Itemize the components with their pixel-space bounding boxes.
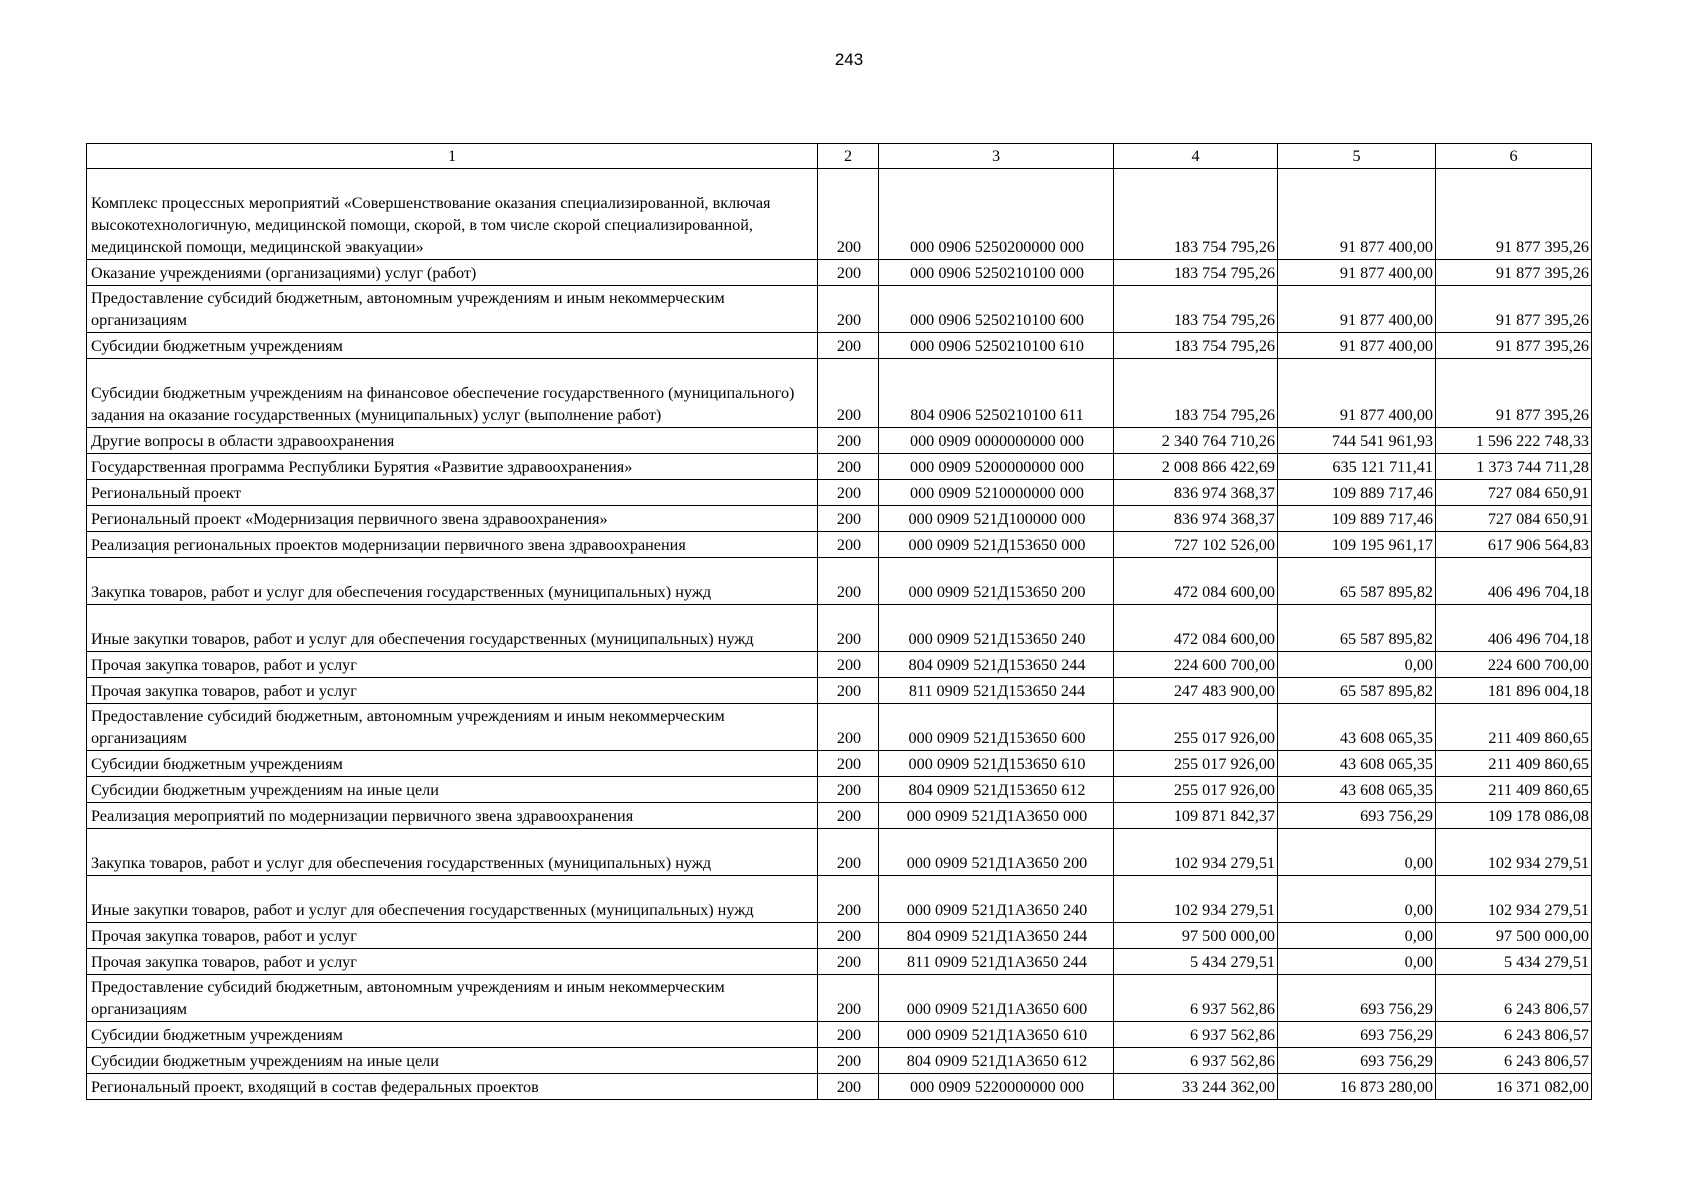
row-budget-code: 804 0906 5250210100 611: [879, 359, 1114, 428]
table-row: [87, 286, 1592, 333]
header-col-5: 5: [1278, 144, 1436, 169]
row-line-code: 200: [818, 286, 879, 333]
row-budget-code: 804 0909 521Д153650 244: [879, 652, 1114, 678]
row-amount-col6: 224 600 700,00: [1436, 652, 1592, 678]
row-name: Субсидии бюджетным учреждениям на иные цели: [87, 1048, 818, 1074]
table-row: [87, 558, 1592, 605]
row-budget-code: 000 0909 521Д1А3650 610: [879, 1022, 1114, 1048]
row-amount-col6: 406 496 704,18: [1436, 558, 1592, 605]
row-name: Региональный проект «Модернизация первичного звена здравоохранения»: [87, 506, 818, 532]
row-amount-col6: 91 877 395,26: [1436, 359, 1592, 428]
row-amount-col6: 211 409 860,65: [1436, 751, 1592, 777]
row-amount-col5: 693 756,29: [1278, 975, 1436, 1022]
row-budget-code: 000 0909 5210000000 000: [879, 480, 1114, 506]
row-amount-col4: 183 754 795,26: [1114, 333, 1278, 359]
row-line-code: 200: [818, 975, 879, 1022]
row-amount-col4: 6 937 562,86: [1114, 1022, 1278, 1048]
row-budget-code: 000 0906 5250200000 000: [879, 169, 1114, 260]
row-name: Закупка товаров, работ и услуг для обеспечения государственных (муниципальных) нужд: [87, 829, 818, 876]
row-budget-code: 000 0909 521Д1А3650 240: [879, 876, 1114, 923]
row-amount-col6: 727 084 650,91: [1436, 480, 1592, 506]
row-amount-col4: 472 084 600,00: [1114, 605, 1278, 652]
row-line-code: 200: [818, 1074, 879, 1100]
table-row: [87, 751, 1592, 777]
row-name: Прочая закупка товаров, работ и услуг: [87, 923, 818, 949]
row-amount-col4: 33 244 362,00: [1114, 1074, 1278, 1100]
row-line-code: 200: [818, 777, 879, 803]
row-amount-col4: 6 937 562,86: [1114, 1048, 1278, 1074]
row-line-code: 200: [818, 704, 879, 751]
row-budget-code: 000 0909 5220000000 000: [879, 1074, 1114, 1100]
row-amount-col5: 0,00: [1278, 923, 1436, 949]
header-col-6: 6: [1436, 144, 1592, 169]
row-amount-col4: 183 754 795,26: [1114, 260, 1278, 286]
row-budget-code: 000 0906 5250210100 610: [879, 333, 1114, 359]
row-amount-col6: 91 877 395,26: [1436, 169, 1592, 260]
row-name: Прочая закупка товаров, работ и услуг: [87, 678, 818, 704]
row-line-code: 200: [818, 260, 879, 286]
row-name: Предоставление субсидий бюджетным, автономным учреждениям и иным некоммерческим организациям: [87, 975, 818, 1022]
row-budget-code: 000 0909 521Д153650 600: [879, 704, 1114, 751]
row-name: Прочая закупка товаров, работ и услуг: [87, 949, 818, 975]
row-name: Другие вопросы в области здравоохранения: [87, 428, 818, 454]
row-amount-col6: 181 896 004,18: [1436, 678, 1592, 704]
row-amount-col6: 406 496 704,18: [1436, 605, 1592, 652]
row-amount-col4: 727 102 526,00: [1114, 532, 1278, 558]
budget-table: [86, 143, 1592, 1100]
row-amount-col4: 183 754 795,26: [1114, 169, 1278, 260]
row-amount-col5: 65 587 895,82: [1278, 678, 1436, 704]
row-amount-col4: 224 600 700,00: [1114, 652, 1278, 678]
row-amount-col5: 693 756,29: [1278, 1022, 1436, 1048]
table-row: [87, 923, 1592, 949]
row-budget-code: 000 0909 521Д1А3650 200: [879, 829, 1114, 876]
row-name: Субсидии бюджетным учреждениям на иные цели: [87, 777, 818, 803]
row-name: Закупка товаров, работ и услуг для обеспечения государственных (муниципальных) нужд: [87, 558, 818, 605]
row-line-code: 200: [818, 652, 879, 678]
table-row: [87, 169, 1592, 260]
row-name: Региональный проект: [87, 480, 818, 506]
table-row: [87, 1022, 1592, 1048]
row-line-code: 200: [818, 428, 879, 454]
table-row: [87, 1074, 1592, 1100]
row-amount-col6: 102 934 279,51: [1436, 876, 1592, 923]
row-line-code: 200: [818, 532, 879, 558]
row-amount-col5: 0,00: [1278, 876, 1436, 923]
row-budget-code: 000 0909 521Д100000 000: [879, 506, 1114, 532]
row-amount-col5: 43 608 065,35: [1278, 777, 1436, 803]
row-amount-col4: 255 017 926,00: [1114, 704, 1278, 751]
row-name: Субсидии бюджетным учреждениям на финансовое обеспечение государственного (муниципального) задания на оказание государственных (муниципальных) услуг (выполнение работ): [87, 359, 818, 428]
row-name: Предоставление субсидий бюджетным, автономным учреждениям и иным некоммерческим организациям: [87, 704, 818, 751]
row-amount-col4: 255 017 926,00: [1114, 751, 1278, 777]
row-line-code: 200: [818, 169, 879, 260]
row-amount-col6: 91 877 395,26: [1436, 286, 1592, 333]
row-line-code: 200: [818, 359, 879, 428]
table-row: [87, 876, 1592, 923]
table-header-row: [87, 144, 1592, 169]
row-amount-col5: 91 877 400,00: [1278, 286, 1436, 333]
row-line-code: 200: [818, 1022, 879, 1048]
row-name: Комплекс процессных мероприятий «Совершенствование оказания специализированной, включая высокотехнологичную, медицинской помощи, скорой, в том числе скорой специализированной, медицинской помощи, медицинской эвакуации»: [87, 169, 818, 260]
row-line-code: 200: [818, 605, 879, 652]
row-line-code: 200: [818, 558, 879, 605]
row-line-code: 200: [818, 333, 879, 359]
row-budget-code: 000 0909 521Д1А3650 600: [879, 975, 1114, 1022]
table-row: [87, 652, 1592, 678]
row-amount-col5: 744 541 961,93: [1278, 428, 1436, 454]
row-amount-col5: 91 877 400,00: [1278, 359, 1436, 428]
row-budget-code: 000 0909 521Д153650 000: [879, 532, 1114, 558]
row-name: Предоставление субсидий бюджетным, автономным учреждениям и иным некоммерческим организациям: [87, 286, 818, 333]
row-budget-code: 000 0906 5250210100 600: [879, 286, 1114, 333]
table-row: [87, 359, 1592, 428]
page-number: 243: [834, 50, 864, 69]
row-amount-col4: 183 754 795,26: [1114, 359, 1278, 428]
row-amount-col6: 211 409 860,65: [1436, 704, 1592, 751]
row-amount-col4: 255 017 926,00: [1114, 777, 1278, 803]
table-row: [87, 949, 1592, 975]
row-amount-col6: 211 409 860,65: [1436, 777, 1592, 803]
row-amount-col6: 97 500 000,00: [1436, 923, 1592, 949]
row-line-code: 200: [818, 829, 879, 876]
header-col-3: 3: [879, 144, 1114, 169]
row-amount-col6: 6 243 806,57: [1436, 1048, 1592, 1074]
row-amount-col4: 472 084 600,00: [1114, 558, 1278, 605]
row-amount-col4: 2 340 764 710,26: [1114, 428, 1278, 454]
row-budget-code: 804 0909 521Д153650 612: [879, 777, 1114, 803]
row-budget-code: 000 0909 521Д1А3650 000: [879, 803, 1114, 829]
table-row: [87, 480, 1592, 506]
row-amount-col5: 0,00: [1278, 949, 1436, 975]
row-name: Субсидии бюджетным учреждениям: [87, 1022, 818, 1048]
row-budget-code: 000 0909 521Д153650 200: [879, 558, 1114, 605]
table-row: [87, 605, 1592, 652]
row-name: Прочая закупка товаров, работ и услуг: [87, 652, 818, 678]
row-budget-code: 804 0909 521Д1А3650 244: [879, 923, 1114, 949]
row-amount-col5: 109 195 961,17: [1278, 532, 1436, 558]
row-amount-col5: 635 121 711,41: [1278, 454, 1436, 480]
row-line-code: 200: [818, 454, 879, 480]
row-amount-col4: 6 937 562,86: [1114, 975, 1278, 1022]
row-line-code: 200: [818, 803, 879, 829]
table-row: [87, 777, 1592, 803]
row-amount-col4: 836 974 368,37: [1114, 480, 1278, 506]
row-line-code: 200: [818, 949, 879, 975]
row-amount-col4: 102 934 279,51: [1114, 876, 1278, 923]
row-amount-col6: 617 906 564,83: [1436, 532, 1592, 558]
row-amount-col5: 109 889 717,46: [1278, 506, 1436, 532]
header-col-2: 2: [818, 144, 879, 169]
row-amount-col4: 2 008 866 422,69: [1114, 454, 1278, 480]
row-budget-code: 000 0909 5200000000 000: [879, 454, 1114, 480]
row-amount-col5: 65 587 895,82: [1278, 605, 1436, 652]
row-amount-col6: 5 434 279,51: [1436, 949, 1592, 975]
row-line-code: 200: [818, 751, 879, 777]
row-amount-col6: 6 243 806,57: [1436, 1022, 1592, 1048]
row-amount-col4: 836 974 368,37: [1114, 506, 1278, 532]
table-row: [87, 260, 1592, 286]
row-amount-col6: 16 371 082,00: [1436, 1074, 1592, 1100]
row-name: Государственная программа Республики Бурятия «Развитие здравоохранения»: [87, 454, 818, 480]
row-amount-col6: 1 373 744 711,28: [1436, 454, 1592, 480]
row-name: Оказание учреждениями (организациями) услуг (работ): [87, 260, 818, 286]
row-amount-col4: 102 934 279,51: [1114, 829, 1278, 876]
row-amount-col4: 97 500 000,00: [1114, 923, 1278, 949]
row-amount-col4: 183 754 795,26: [1114, 286, 1278, 333]
row-line-code: 200: [818, 480, 879, 506]
row-budget-code: 811 0909 521Д153650 244: [879, 678, 1114, 704]
row-amount-col6: 102 934 279,51: [1436, 829, 1592, 876]
row-line-code: 200: [818, 678, 879, 704]
row-amount-col4: 5 434 279,51: [1114, 949, 1278, 975]
row-name: Реализация региональных проектов модернизации первичного звена здравоохранения: [87, 532, 818, 558]
row-amount-col4: 247 483 900,00: [1114, 678, 1278, 704]
row-amount-col5: 693 756,29: [1278, 1048, 1436, 1074]
row-amount-col5: 65 587 895,82: [1278, 558, 1436, 605]
table-row: [87, 454, 1592, 480]
row-name: Субсидии бюджетным учреждениям: [87, 333, 818, 359]
table-row: [87, 506, 1592, 532]
table-row: [87, 803, 1592, 829]
row-line-code: 200: [818, 1048, 879, 1074]
table-row: [87, 704, 1592, 751]
row-amount-col5: 0,00: [1278, 829, 1436, 876]
row-budget-code: 811 0909 521Д1А3650 244: [879, 949, 1114, 975]
row-amount-col6: 1 596 222 748,33: [1436, 428, 1592, 454]
row-budget-code: 000 0909 0000000000 000: [879, 428, 1114, 454]
row-amount-col6: 109 178 086,08: [1436, 803, 1592, 829]
header-col-4: 4: [1114, 144, 1278, 169]
table-body: [87, 169, 1592, 1100]
row-amount-col5: 91 877 400,00: [1278, 260, 1436, 286]
row-amount-col5: 43 608 065,35: [1278, 751, 1436, 777]
row-amount-col5: 91 877 400,00: [1278, 333, 1436, 359]
table-row: [87, 678, 1592, 704]
table-row: [87, 428, 1592, 454]
table-row: [87, 829, 1592, 876]
row-name: Субсидии бюджетным учреждениям: [87, 751, 818, 777]
row-name: Иные закупки товаров, работ и услуг для обеспечения государственных (муниципальных) нужд: [87, 605, 818, 652]
row-amount-col5: 16 873 280,00: [1278, 1074, 1436, 1100]
row-amount-col5: 109 889 717,46: [1278, 480, 1436, 506]
header-col-1: 1: [87, 144, 818, 169]
row-line-code: 200: [818, 876, 879, 923]
table-row: [87, 333, 1592, 359]
row-amount-col6: 6 243 806,57: [1436, 975, 1592, 1022]
row-amount-col6: 727 084 650,91: [1436, 506, 1592, 532]
table-row: [87, 975, 1592, 1022]
row-amount-col5: 43 608 065,35: [1278, 704, 1436, 751]
table-row: [87, 532, 1592, 558]
row-line-code: 200: [818, 923, 879, 949]
row-amount-col5: 91 877 400,00: [1278, 169, 1436, 260]
row-name: Иные закупки товаров, работ и услуг для обеспечения государственных (муниципальных) нужд: [87, 876, 818, 923]
row-amount-col6: 91 877 395,26: [1436, 260, 1592, 286]
row-name: Реализация мероприятий по модернизации первичного звена здравоохранения: [87, 803, 818, 829]
row-line-code: 200: [818, 506, 879, 532]
row-amount-col5: 693 756,29: [1278, 803, 1436, 829]
table-row: [87, 1048, 1592, 1074]
row-name: Региональный проект, входящий в состав федеральных проектов: [87, 1074, 818, 1100]
row-amount-col6: 91 877 395,26: [1436, 333, 1592, 359]
row-budget-code: 000 0906 5250210100 000: [879, 260, 1114, 286]
row-amount-col5: 0,00: [1278, 652, 1436, 678]
row-budget-code: 000 0909 521Д153650 610: [879, 751, 1114, 777]
row-budget-code: 804 0909 521Д1А3650 612: [879, 1048, 1114, 1074]
row-budget-code: 000 0909 521Д153650 240: [879, 605, 1114, 652]
row-amount-col4: 109 871 842,37: [1114, 803, 1278, 829]
